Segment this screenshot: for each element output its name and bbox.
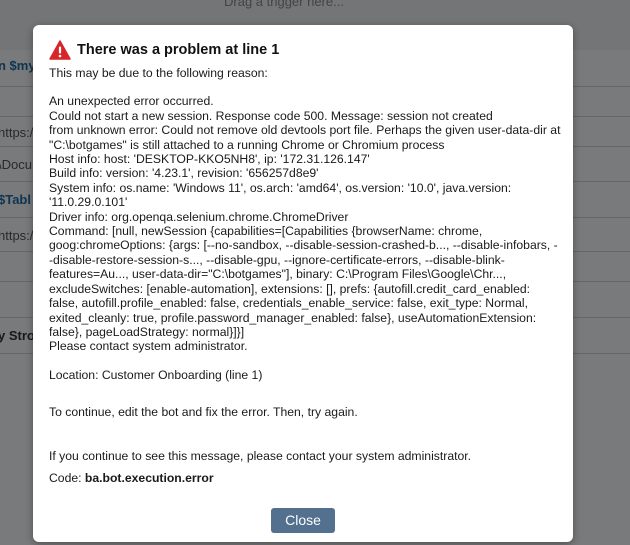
error-message: An unexpected error occurred. Could not start a new session. Response code 500. Message: session not created from unknown error: Could not remove old devtools port file. Perhaps the given user-data-dir at "C:\botgames" is still attached to a running Chrome or Chromium process Host info: host: 'DESKTOP-KKO5NH8', ip: '172.31.126.147' Build info: version: '4.23.1', revision: '656257d8e9' System info: os.name: 'Windows 11', os.arch: 'amd64', os.version: '10.0', java.version: '11.0.29.0.101' Driver info: org.openqa.selenium.chrome.ChromeDriver Command: [null, newSession {capabilities=[Capabilities {browserName: chrome, goog:chromeOptions: {args: [--no-sandbox, --disable-session-crashed-b..., --disable-infobars, --disable-restore-session-s..., --disable-gpu, --ignore-certificate-errors, --disable-blink-features=Au..., user-data-dir="C:\botgames"], binary: C:\Program Files\Google\Chr..., excludeSwitches: [enable-automation], extensions: [], prefs: {autofill.credit_card_enabled: false, autofill.profile_enabled: false, credentials_enable_service: false, exit_type: Normal, exited_cleanly: true, profile.password_manager_enabled: false}, useAutomationExtension: false}, pageLoadStrategy: normal}]}] Please contact system administrator. bbox=[49, 94, 561, 354]
error-reason: This may be due to the following reason: bbox=[49, 66, 268, 80]
warning-triangle-icon bbox=[49, 40, 71, 60]
continue-instructions: To continue, edit the bot and fix the error. Then, try again. bbox=[49, 405, 358, 420]
error-code-value: ba.bot.execution.error bbox=[84, 470, 214, 485]
error-dialog bbox=[33, 25, 573, 542]
dialog-body bbox=[49, 66, 561, 485]
close-button[interactable]: Close bbox=[271, 508, 335, 533]
error-code bbox=[49, 471, 561, 485]
error-location: Location: Customer Onboarding (line 1) bbox=[49, 367, 263, 382]
error-code-label: Code: bbox=[49, 470, 85, 485]
dialog-title: There was a problem at line 1 bbox=[77, 42, 280, 58]
dialog-header bbox=[49, 39, 279, 61]
contact-admin-text: If you continue to see this message, please contact your system administrator. bbox=[49, 448, 472, 463]
